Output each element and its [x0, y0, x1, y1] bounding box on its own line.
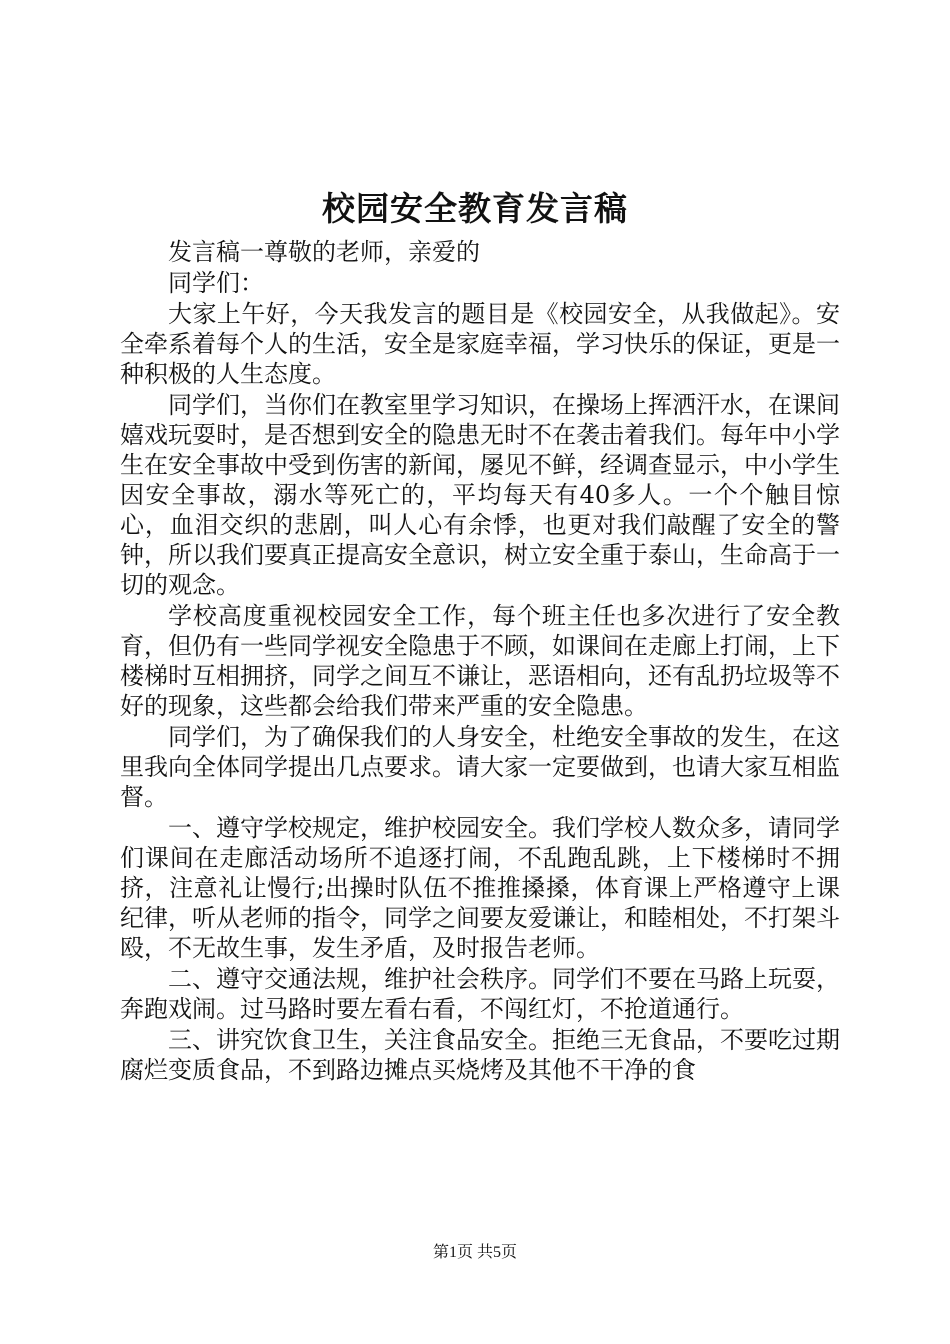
paragraph-awareness: 同学们，当你们在教室里学习知识，在操场上挥洒汗水，在课间嬉戏玩耍时，是否想到安全的隐患无时不在袭击着我们。每年中小学生在安全事故中受到伤害的新闻，屡见不鲜，经调查显示，中小学生因安全事故，溺水等死亡的，平均每天有40多人。一个个触目惊心，血泪交织的悲剧，叫人心有余悸，也更对我们敲醒了安全的警钟，所以我们要真正提高安全意识，树立安全重于泰山，生命高于一切的观念。 [120, 391, 840, 599]
paragraph-requirements: 同学们，为了确保我们的人身安全，杜绝安全事故的发生，在这里我向全体同学提出几点要求。请大家一定要做到，也请大家互相监督。 [120, 723, 840, 811]
greeting-line-2: 同学们： [168, 269, 264, 297]
paragraph-rule-3: 三、讲究饮食卫生，关注食品安全。拒绝三无食品，不要吃过期腐烂变质食品，不到路边摊点买烧烤及其他不干净的食 [120, 1026, 840, 1084]
document-title: 校园安全教育发言稿 [322, 189, 628, 228]
paragraph-intro: 大家上午好，今天我发言的题目是《校园安全，从我做起》。安全牵系着每个人的生活，安全是家庭幸福，学习快乐的保证，更是一种积极的人生态度。 [120, 300, 840, 388]
paragraph-rule-1: 一、遵守学校规定，维护校园安全。我们学校人数众多，请同学们课间在走廊活动场所不追逐打闹，不乱跑乱跳，上下楼梯时不拥挤，注意礼让慢行;出操时队伍不推推搡搡，体育课上严格遵守上课纪律，听从老师的指令，同学之间要友爱谦让，和睦相处，不打架斗殴，不无故生事，发生矛盾，及时报告老师。 [120, 814, 840, 962]
greeting-line-1: 发言稿一尊敬的老师，亲爱的 [168, 238, 480, 266]
paragraph-rule-2: 二、遵守交通法规，维护社会秩序。同学们不要在马路上玩耍，奔跑戏闹。过马路时要左看右看，不闯红灯，不抢道通行。 [120, 965, 840, 1023]
page-indicator: 第1页 共5页 [432, 1244, 517, 1261]
document-body [120, 237, 840, 1085]
paragraph-school-safety: 学校高度重视校园安全工作，每个班主任也多次进行了安全教育，但仍有一些同学视安全隐患于不顾，如课间在走廊上打闹，上下楼梯时互相拥挤，同学之间互不谦让，恶语相向，还有乱扔垃圾等不好的现象，这些都会给我们带来严重的安全隐患。 [120, 602, 840, 720]
